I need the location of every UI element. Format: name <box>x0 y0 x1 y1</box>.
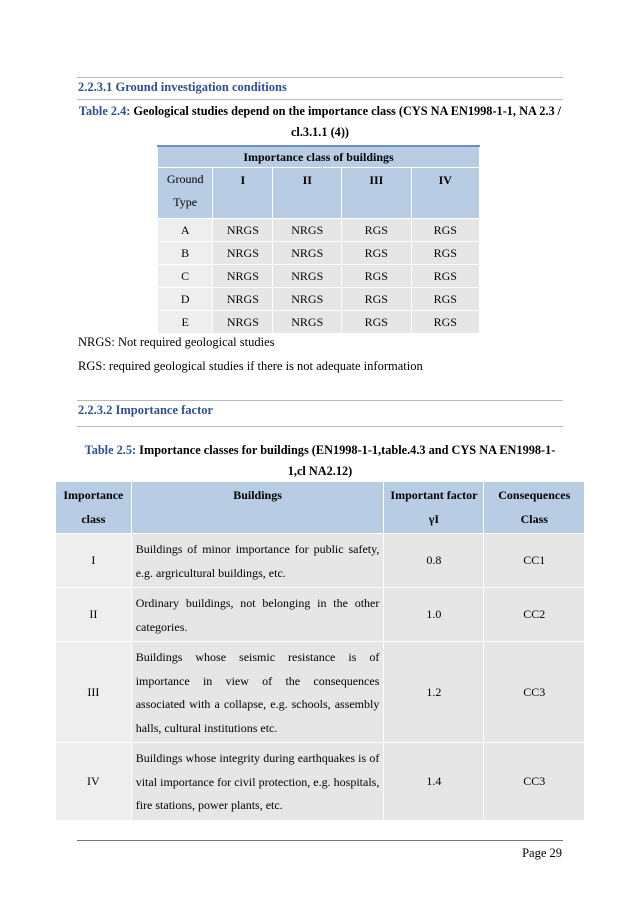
header-consequences-class: Consequences Class <box>484 482 585 534</box>
table-cell: RGS <box>411 242 479 265</box>
table-row <box>56 743 585 821</box>
table-row <box>158 288 480 311</box>
importance-class-cell: III <box>56 642 132 743</box>
ground-type-cell: E <box>158 311 213 334</box>
importance-class-cell: II <box>56 588 132 642</box>
table-cell: NRGS <box>213 311 273 334</box>
table-cell: NRGS <box>273 265 342 288</box>
table-2-5-caption-text: Importance classes for buildings (EN1998-1-1,table.4.3 and CYS NA EN1998-1-1,cl NA2.12) <box>136 443 556 478</box>
importance-factor-cell: 1.2 <box>384 642 484 743</box>
section-heading-ground-investigation: 2.2.3.1 Ground investigation conditions <box>78 80 287 94</box>
consequence-class-cell: CC3 <box>484 743 585 821</box>
class-header-ii: II <box>273 168 342 219</box>
buildings-description-cell: Buildings whose seismic resistance is of importance in view of the consequences associated with a collapse, e.g. schools, assembly halls, cultural institutions etc. <box>131 642 384 743</box>
class-header-i: I <box>213 168 273 219</box>
consequence-class-cell: CC3 <box>484 642 585 743</box>
table-2-4-caption <box>76 101 564 143</box>
note-rgs: RGS: required geological studies if there is not adequate information <box>78 359 423 373</box>
class-header-iii: III <box>342 168 411 219</box>
table-cell: NRGS <box>213 265 273 288</box>
consequence-class-cell: CC1 <box>484 534 585 588</box>
class-header-iv: IV <box>411 168 479 219</box>
table-2-5 <box>55 481 585 821</box>
table-2-5-label: Table 2.5: <box>84 443 137 457</box>
table-2-4-title: Importance class of buildings <box>158 146 480 168</box>
buildings-description-cell: Buildings whose integrity during earthquakes is of vital importance for civil protection, e.g. hospitals, fire stations, power plants, etc. <box>131 743 384 821</box>
page-number: Page 29 <box>522 846 562 860</box>
table-row <box>158 219 480 242</box>
ground-type-cell: C <box>158 265 213 288</box>
table-cell: NRGS <box>213 288 273 311</box>
header-important-factor: Important factor γI <box>384 482 484 534</box>
note-nrgs: NRGS: Not required geological studies <box>78 335 275 349</box>
table-cell: RGS <box>411 265 479 288</box>
table-row <box>56 534 585 588</box>
section-rule-bottom <box>77 426 563 427</box>
importance-class-cell: I <box>56 534 132 588</box>
table-cell: RGS <box>411 311 479 334</box>
consequence-class-cell: CC2 <box>484 588 585 642</box>
buildings-description-cell: Ordinary buildings, not belonging in the other categories. <box>131 588 384 642</box>
table-row <box>158 265 480 288</box>
header-importance-class: Importance class <box>56 482 132 534</box>
section-rule-top <box>77 77 563 78</box>
table-cell: RGS <box>342 311 411 334</box>
table-2-5-caption <box>76 440 564 482</box>
section-heading-importance-factor: 2.2.3.2 Importance factor <box>78 403 214 417</box>
buildings-description-cell: Buildings of minor importance for public safety, e.g. argricultural buildings, etc. <box>131 534 384 588</box>
importance-class-cell: IV <box>56 743 132 821</box>
ground-type-cell: A <box>158 219 213 242</box>
ground-type-cell: B <box>158 242 213 265</box>
table-row <box>158 311 480 334</box>
table-2-4-caption-text: Geological studies depend on the importance class (CYS NA EN1998-1-1, NA 2.3 / cl.3.1.1 (4)) <box>130 104 562 139</box>
importance-factor-cell: 1.4 <box>384 743 484 821</box>
table-cell: NRGS <box>273 311 342 334</box>
importance-factor-cell: 0.8 <box>384 534 484 588</box>
ground-type-cell: D <box>158 288 213 311</box>
table-cell: NRGS <box>213 242 273 265</box>
table-row <box>56 642 585 743</box>
table-cell: NRGS <box>273 288 342 311</box>
table-cell: RGS <box>411 288 479 311</box>
ground-type-header: Ground Type <box>158 168 213 219</box>
table-2-5-header-row <box>56 482 585 534</box>
table-cell: RGS <box>342 288 411 311</box>
section-rule-top <box>77 400 563 401</box>
table-cell: NRGS <box>273 219 342 242</box>
header-buildings: Buildings <box>131 482 384 534</box>
table-row <box>56 588 585 642</box>
table-cell: RGS <box>411 219 479 242</box>
table-cell: RGS <box>342 265 411 288</box>
table-2-4 <box>157 145 480 334</box>
table-row <box>158 242 480 265</box>
table-2-4-label: Table 2.4: <box>78 104 131 118</box>
table-cell: RGS <box>342 242 411 265</box>
footer-rule <box>77 840 563 841</box>
table-cell: NRGS <box>213 219 273 242</box>
table-cell: NRGS <box>273 242 342 265</box>
section-rule-bottom <box>77 99 563 100</box>
table-2-4-header-row <box>158 168 480 219</box>
table-cell: RGS <box>342 219 411 242</box>
importance-factor-cell: 1.0 <box>384 588 484 642</box>
